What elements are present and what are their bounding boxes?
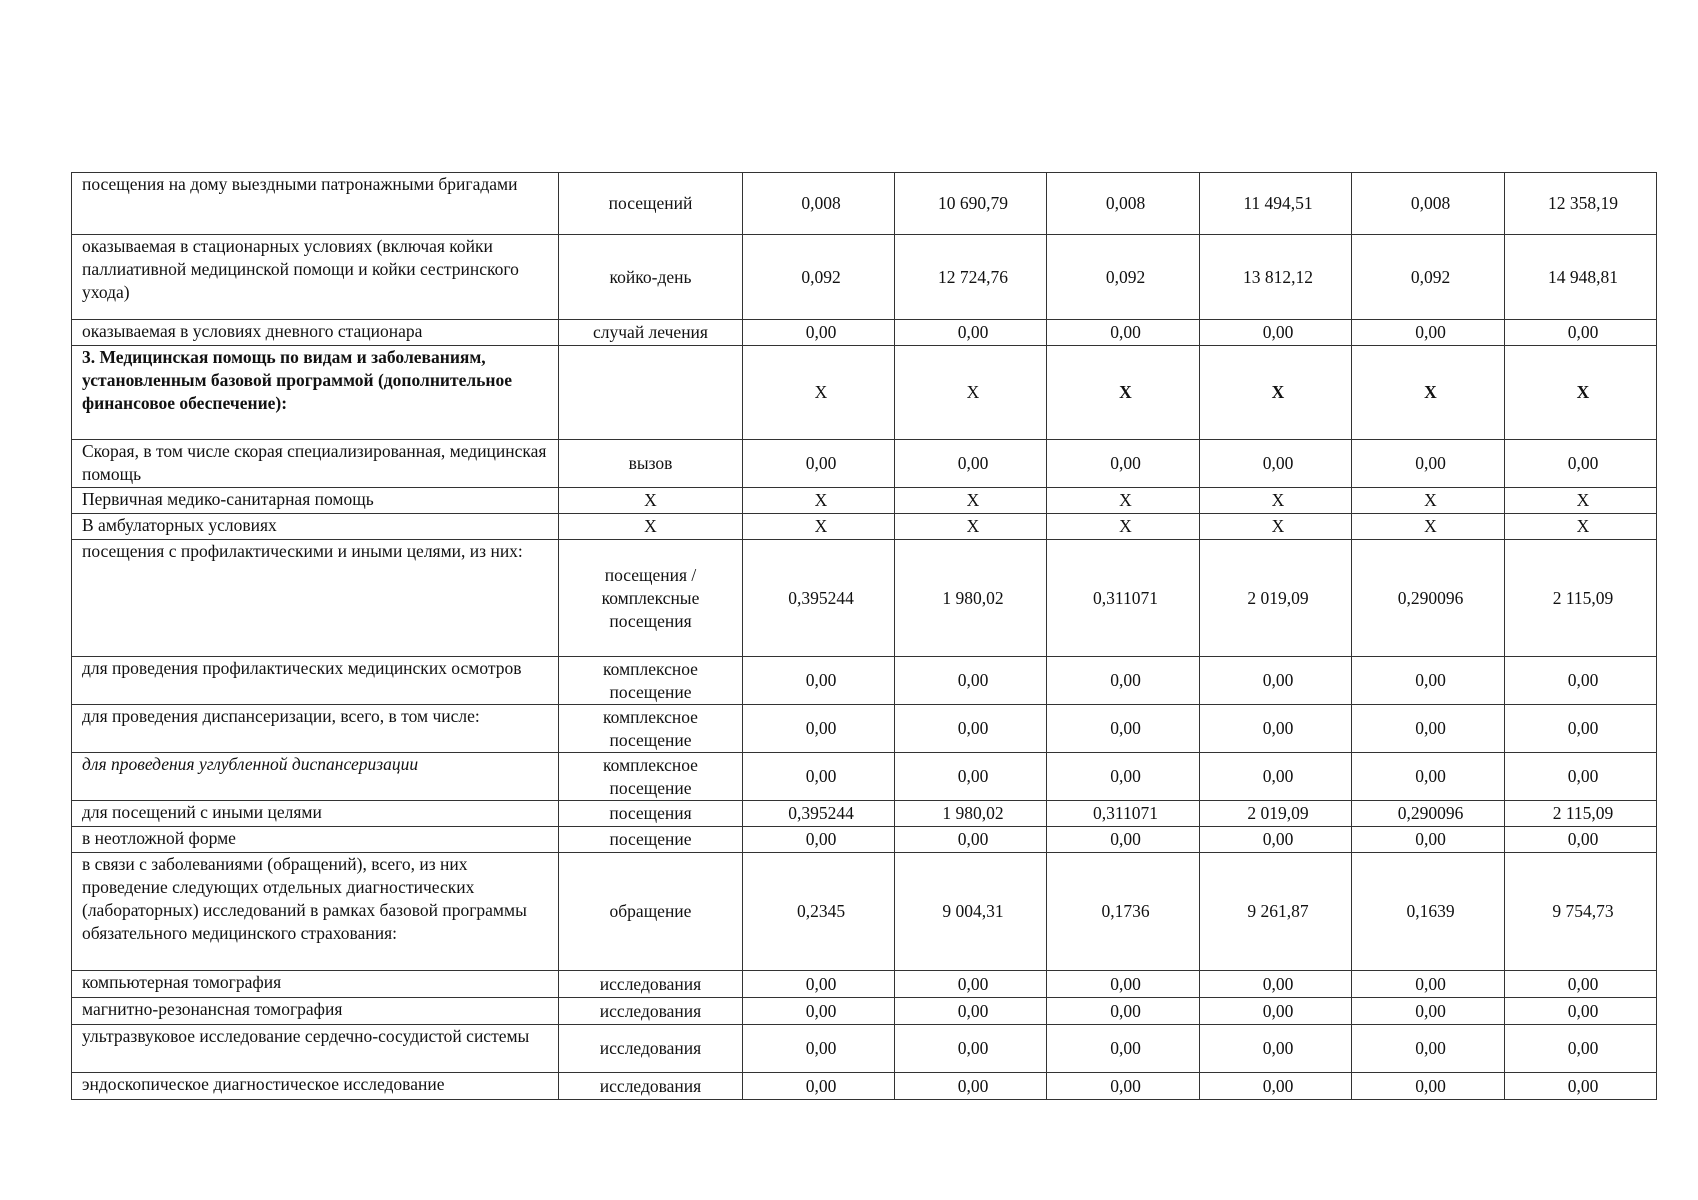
value-cell: 0,00 (895, 753, 1047, 801)
value-cell: Х (1352, 514, 1505, 540)
unit-cell: исследования (559, 1073, 743, 1100)
table-row (72, 235, 1657, 320)
value-cell: 0,00 (1047, 320, 1200, 346)
table-row (72, 753, 1657, 801)
row-name-cell: ультразвуковое исследование сердечно-сосудистой системы (72, 1025, 559, 1073)
unit-cell: комплексное посещение (559, 657, 743, 705)
value-cell: 0,395244 (743, 540, 895, 657)
value-cell: 0,00 (895, 320, 1047, 346)
value-cell: 0,008 (1047, 173, 1200, 235)
unit-cell: койко-день (559, 235, 743, 320)
value-cell: 2 115,09 (1505, 801, 1657, 827)
table-row (72, 705, 1657, 753)
table-row (72, 320, 1657, 346)
unit-cell: случай лечения (559, 320, 743, 346)
row-name-cell: в неотложной форме (72, 827, 559, 853)
value-cell: 10 690,79 (895, 173, 1047, 235)
value-cell: 0,00 (743, 705, 895, 753)
value-cell: 0,00 (895, 1073, 1047, 1100)
value-cell: 0,00 (1352, 657, 1505, 705)
value-cell: Х (895, 488, 1047, 514)
value-cell: 0,00 (895, 827, 1047, 853)
value-cell: 0,00 (1352, 1073, 1505, 1100)
value-cell: Х (895, 346, 1047, 440)
unit-cell (559, 346, 743, 440)
value-cell: Х (743, 346, 895, 440)
value-cell: 0,00 (1352, 998, 1505, 1025)
row-name-cell: магнитно-резонансная томография (72, 998, 559, 1025)
value-cell: 0,00 (1047, 440, 1200, 488)
value-cell: 0,00 (1352, 705, 1505, 753)
value-cell: 0,00 (895, 705, 1047, 753)
table-row (72, 173, 1657, 235)
table-row (72, 657, 1657, 705)
row-name-cell: для проведения диспансеризации, всего, в том числе: (72, 705, 559, 753)
value-cell: 0,2345 (743, 853, 895, 971)
unit-cell: посещения (559, 801, 743, 827)
value-cell: Х (1047, 514, 1200, 540)
value-cell: 0,311071 (1047, 801, 1200, 827)
row-name-cell: для проведения профилактических медицинских осмотров (72, 657, 559, 705)
section-header-row (72, 346, 1657, 440)
value-cell: 0,00 (743, 971, 895, 998)
value-cell: Х (1200, 346, 1352, 440)
value-cell: 2 115,09 (1505, 540, 1657, 657)
value-cell: 0,311071 (1047, 540, 1200, 657)
value-cell: Х (743, 488, 895, 514)
value-cell: 9 261,87 (1200, 853, 1352, 971)
value-cell: 0,00 (1505, 998, 1657, 1025)
value-cell: 0,00 (1505, 705, 1657, 753)
table-row (72, 998, 1657, 1025)
value-cell: Х (1505, 514, 1657, 540)
table-row (72, 540, 1657, 657)
unit-cell: вызов (559, 440, 743, 488)
value-cell: 13 812,12 (1200, 235, 1352, 320)
value-cell: 1 980,02 (895, 540, 1047, 657)
value-cell: 0,092 (1352, 235, 1505, 320)
unit-cell: Х (559, 514, 743, 540)
unit-cell: посещений (559, 173, 743, 235)
value-cell: Х (743, 514, 895, 540)
value-cell: 0,008 (743, 173, 895, 235)
value-cell: Х (1505, 488, 1657, 514)
table-row (72, 1073, 1657, 1100)
value-cell: 0,00 (1047, 998, 1200, 1025)
unit-cell: посещения / комплексные посещения (559, 540, 743, 657)
value-cell: 0,092 (743, 235, 895, 320)
value-cell: 0,00 (743, 998, 895, 1025)
table-row (72, 827, 1657, 853)
value-cell: 0,395244 (743, 801, 895, 827)
value-cell: 0,00 (1200, 1073, 1352, 1100)
value-cell: 0,00 (895, 657, 1047, 705)
value-cell: Х (1200, 488, 1352, 514)
value-cell: 12 724,76 (895, 235, 1047, 320)
value-cell: 0,00 (1200, 1025, 1352, 1073)
value-cell: Х (895, 514, 1047, 540)
table-row (72, 488, 1657, 514)
value-cell: 0,00 (1047, 705, 1200, 753)
value-cell: Х (1352, 346, 1505, 440)
data-table (71, 172, 1657, 1100)
value-cell: 0,00 (1352, 440, 1505, 488)
value-cell: 0,290096 (1352, 540, 1505, 657)
row-name-cell: Скорая, в том числе скорая специализированная, медицинская помощь (72, 440, 559, 488)
value-cell: 0,008 (1352, 173, 1505, 235)
value-cell: 0,00 (1505, 657, 1657, 705)
unit-cell: обращение (559, 853, 743, 971)
value-cell: 0,00 (1200, 753, 1352, 801)
value-cell: Х (1505, 346, 1657, 440)
unit-cell: исследования (559, 998, 743, 1025)
row-name-cell: оказываемая в условиях дневного стационара (72, 320, 559, 346)
value-cell: 0,00 (1200, 971, 1352, 998)
value-cell: 0,1736 (1047, 853, 1200, 971)
value-cell: 0,00 (1505, 320, 1657, 346)
value-cell: 0,00 (1505, 1025, 1657, 1073)
value-cell: 0,00 (1352, 320, 1505, 346)
value-cell: 0,00 (743, 827, 895, 853)
row-name-cell: посещения с профилактическими и иными целями, из них: (72, 540, 559, 657)
value-cell: 0,00 (1047, 753, 1200, 801)
value-cell: 0,00 (1047, 827, 1200, 853)
value-cell: 0,00 (743, 320, 895, 346)
row-name-cell: для проведения углубленной диспансеризации (72, 753, 559, 801)
value-cell: 0,00 (1047, 971, 1200, 998)
value-cell: Х (1200, 514, 1352, 540)
value-cell: 0,00 (1352, 1025, 1505, 1073)
table-row (72, 440, 1657, 488)
row-name-cell: эндоскопическое диагностическое исследование (72, 1073, 559, 1100)
value-cell: 0,00 (1047, 1025, 1200, 1073)
row-name-cell: Первичная медико-санитарная помощь (72, 488, 559, 514)
table-row (72, 801, 1657, 827)
value-cell: 0,00 (743, 753, 895, 801)
value-cell: 0,1639 (1352, 853, 1505, 971)
value-cell: 0,00 (1505, 827, 1657, 853)
value-cell: 9 754,73 (1505, 853, 1657, 971)
row-name-cell: В амбулаторных условиях (72, 514, 559, 540)
row-name-cell: в связи с заболеваниями (обращений), всего, из них проведение следующих отдельных диагностических (лабораторных) исследований в рамках базовой программы обязательного медицинского страхования: (72, 853, 559, 971)
value-cell: 0,00 (1505, 440, 1657, 488)
value-cell: 0,00 (895, 440, 1047, 488)
value-cell: 0,00 (1200, 705, 1352, 753)
value-cell: Х (1047, 488, 1200, 514)
value-cell: 0,00 (1352, 753, 1505, 801)
value-cell: 0,00 (1200, 320, 1352, 346)
unit-cell: Х (559, 488, 743, 514)
value-cell: 0,00 (1047, 1073, 1200, 1100)
value-cell: 0,00 (743, 1025, 895, 1073)
table-row (72, 853, 1657, 971)
row-name-cell: компьютерная томография (72, 971, 559, 998)
value-cell: 0,00 (1505, 1073, 1657, 1100)
value-cell: 0,00 (743, 440, 895, 488)
value-cell: 0,00 (1200, 657, 1352, 705)
value-cell: 0,00 (743, 1073, 895, 1100)
value-cell: 9 004,31 (895, 853, 1047, 971)
value-cell: 0,290096 (1352, 801, 1505, 827)
unit-cell: комплексное посещение (559, 705, 743, 753)
row-name-cell: посещения на дому выездными патронажными бригадами (72, 173, 559, 235)
section-title: 3. Медицинская помощь по видам и заболеваниям, установленным базовой программой (дополнительное финансовое обеспечение): (72, 346, 559, 440)
value-cell: Х (1047, 346, 1200, 440)
value-cell: Х (1352, 488, 1505, 514)
value-cell: 11 494,51 (1200, 173, 1352, 235)
value-cell: 0,00 (1505, 753, 1657, 801)
value-cell: 0,00 (1200, 827, 1352, 853)
table-row (72, 971, 1657, 998)
row-name-cell: для посещений с иными целями (72, 801, 559, 827)
value-cell: 0,00 (895, 998, 1047, 1025)
value-cell: 0,00 (1200, 440, 1352, 488)
value-cell: 14 948,81 (1505, 235, 1657, 320)
value-cell: 2 019,09 (1200, 801, 1352, 827)
unit-cell: комплексное посещение (559, 753, 743, 801)
row-name-cell: оказываемая в стационарных условиях (включая койки паллиативной медицинской помощи и койки сестринского ухода) (72, 235, 559, 320)
value-cell: 0,00 (1352, 971, 1505, 998)
value-cell: 0,00 (743, 657, 895, 705)
value-cell: 0,00 (895, 1025, 1047, 1073)
value-cell: 0,00 (895, 971, 1047, 998)
value-cell: 2 019,09 (1200, 540, 1352, 657)
value-cell: 1 980,02 (895, 801, 1047, 827)
value-cell: 0,092 (1047, 235, 1200, 320)
unit-cell: исследования (559, 1025, 743, 1073)
unit-cell: посещение (559, 827, 743, 853)
table-row (72, 514, 1657, 540)
value-cell: 12 358,19 (1505, 173, 1657, 235)
value-cell: 0,00 (1505, 971, 1657, 998)
table-row (72, 1025, 1657, 1073)
value-cell: 0,00 (1047, 657, 1200, 705)
value-cell: 0,00 (1200, 998, 1352, 1025)
unit-cell: исследования (559, 971, 743, 998)
value-cell: 0,00 (1352, 827, 1505, 853)
